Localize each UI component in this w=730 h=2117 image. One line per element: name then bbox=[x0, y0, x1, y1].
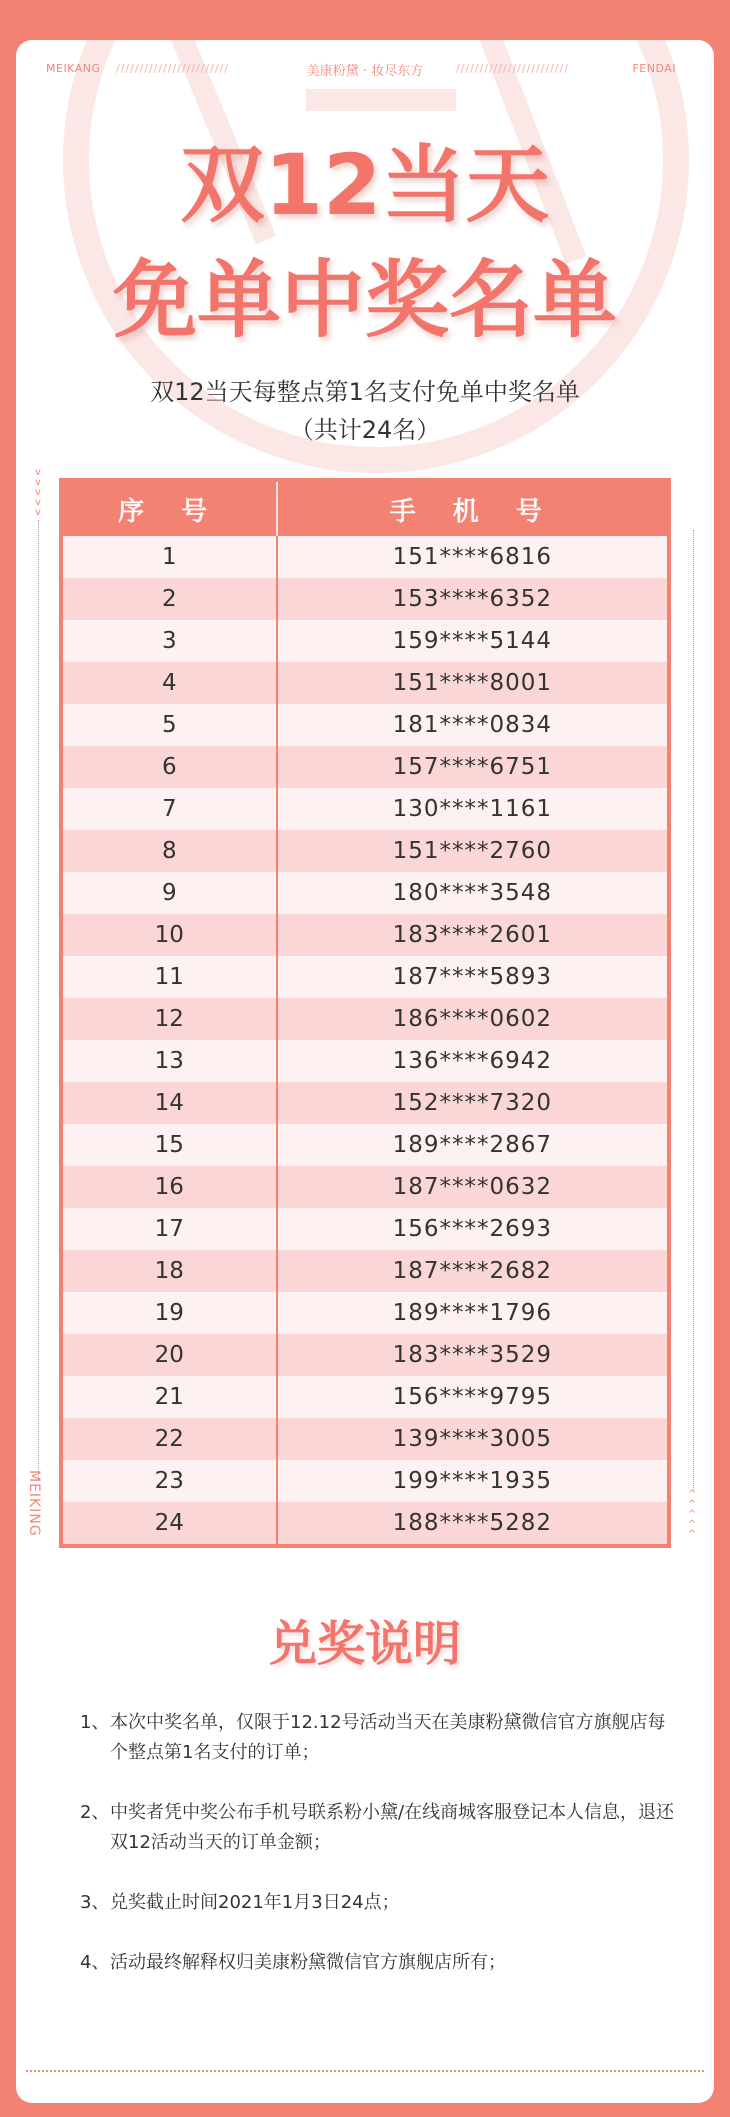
row-phone: 136****6942 bbox=[392, 1048, 552, 1074]
row-phone: 187****5893 bbox=[392, 964, 552, 990]
row-phone: 188****5282 bbox=[392, 1510, 552, 1536]
row-index: 14 bbox=[154, 1090, 184, 1116]
bottom-dotted-divider bbox=[26, 2070, 704, 2072]
row-index: 19 bbox=[154, 1300, 184, 1326]
row-index: 8 bbox=[161, 838, 177, 864]
table-row bbox=[63, 1082, 667, 1124]
row-phone: 187****2682 bbox=[392, 1258, 552, 1284]
chevron-up-icon: ^ ^ ^ ^ ^ bbox=[687, 1489, 697, 1540]
table-row bbox=[63, 1292, 667, 1334]
table-body bbox=[63, 536, 667, 1544]
row-phone: 181****0834 bbox=[392, 712, 552, 738]
row-index: 5 bbox=[161, 712, 177, 738]
row-phone: 151****6816 bbox=[392, 544, 552, 570]
rule-number: 4、 bbox=[80, 1952, 110, 1973]
row-phone: 152****7320 bbox=[392, 1090, 552, 1116]
left-dotted-divider bbox=[38, 520, 39, 1480]
table-row bbox=[63, 746, 667, 788]
row-phone: 189****2867 bbox=[392, 1132, 552, 1158]
row-index: 23 bbox=[154, 1468, 184, 1494]
rule-text: 活动最终解释权归美康粉黛微信官方旗舰店所有； bbox=[110, 1952, 506, 1973]
row-index: 2 bbox=[161, 586, 177, 612]
rule-text: 本次中奖名单，仅限于12.12号活动当天在美康粉黛微信官方旗舰店每个整点第1名支付的订单； bbox=[110, 1712, 666, 1763]
table-row bbox=[63, 788, 667, 830]
row-index: 22 bbox=[154, 1426, 184, 1452]
row-index: 11 bbox=[154, 964, 184, 990]
brand-right-text: FENDAI bbox=[632, 62, 676, 75]
brand-header bbox=[16, 62, 714, 82]
table-row bbox=[63, 704, 667, 746]
header-slashes-left: //////////////////////// bbox=[116, 62, 229, 75]
row-index: 24 bbox=[154, 1510, 184, 1536]
table-row bbox=[63, 620, 667, 662]
table-row bbox=[63, 1124, 667, 1166]
row-phone: 183****2601 bbox=[392, 922, 552, 948]
row-phone: 157****6751 bbox=[392, 754, 552, 780]
table-row bbox=[63, 536, 667, 578]
row-index: 4 bbox=[161, 670, 177, 696]
rule-text: 兑奖截止时间2021年1月3日24点； bbox=[110, 1892, 400, 1913]
poster-card bbox=[16, 40, 714, 2103]
rule-number: 2、 bbox=[80, 1802, 110, 1823]
subtitle-line2: （共计24名） bbox=[289, 416, 441, 444]
subtitle-line1: 双12当天每整点第1名支付免单中奖名单 bbox=[150, 378, 580, 406]
row-index: 3 bbox=[161, 628, 177, 654]
brand-center-text: 美康粉黛 · 妆尽东方 bbox=[306, 64, 424, 79]
table-row bbox=[63, 578, 667, 620]
row-phone: 199****1935 bbox=[392, 1468, 552, 1494]
row-phone: 187****0632 bbox=[392, 1174, 552, 1200]
rule-number: 1、 bbox=[80, 1712, 110, 1733]
redeem-rules-list bbox=[80, 1708, 680, 2008]
redeem-title: 兑奖说明 bbox=[268, 1616, 461, 1672]
page-title-line1: 双12当天 bbox=[180, 136, 550, 234]
brand-left-text: MEIKANG bbox=[46, 62, 101, 75]
winner-table bbox=[59, 478, 671, 1548]
rule-item bbox=[80, 1888, 680, 1918]
row-phone: 151****2760 bbox=[392, 838, 552, 864]
table-row bbox=[63, 1040, 667, 1082]
row-index: 7 bbox=[161, 796, 177, 822]
row-phone: 156****9795 bbox=[392, 1384, 552, 1410]
row-index: 21 bbox=[154, 1384, 184, 1410]
rule-item bbox=[80, 1798, 680, 1858]
vertical-brand-text: MEIKING bbox=[26, 1470, 42, 1537]
rule-item bbox=[80, 1948, 680, 1978]
table-row bbox=[63, 872, 667, 914]
table-row bbox=[63, 956, 667, 998]
table-row bbox=[63, 1334, 667, 1376]
table-row bbox=[63, 830, 667, 872]
row-phone: 183****3529 bbox=[392, 1342, 552, 1368]
row-index: 18 bbox=[154, 1258, 184, 1284]
table-row bbox=[63, 662, 667, 704]
row-phone: 186****0602 bbox=[392, 1006, 552, 1032]
row-index: 6 bbox=[161, 754, 177, 780]
row-index: 16 bbox=[154, 1174, 184, 1200]
table-row bbox=[63, 914, 667, 956]
row-index: 10 bbox=[154, 922, 184, 948]
row-index: 9 bbox=[161, 880, 177, 906]
table-row bbox=[63, 1250, 667, 1292]
page-title-line2: 免单中奖名单 bbox=[112, 251, 617, 349]
row-index: 12 bbox=[154, 1006, 184, 1032]
table-row bbox=[63, 1376, 667, 1418]
row-index: 1 bbox=[161, 544, 177, 570]
rule-item bbox=[80, 1708, 680, 1768]
rule-number: 3、 bbox=[80, 1892, 110, 1913]
table-row bbox=[63, 1166, 667, 1208]
row-index: 15 bbox=[154, 1132, 184, 1158]
table-row bbox=[63, 1208, 667, 1250]
table-row bbox=[63, 998, 667, 1040]
row-phone: 151****8001 bbox=[392, 670, 552, 696]
row-phone: 153****6352 bbox=[392, 586, 552, 612]
right-dotted-divider bbox=[693, 530, 694, 1490]
row-index: 20 bbox=[154, 1342, 184, 1368]
table-row bbox=[63, 1418, 667, 1460]
row-index: 17 bbox=[154, 1216, 184, 1242]
table-row bbox=[63, 1460, 667, 1502]
column-header-phone: 手 机 号 bbox=[389, 496, 556, 527]
column-header-index: 序 号 bbox=[118, 496, 222, 527]
row-phone: 159****5144 bbox=[392, 628, 552, 654]
row-phone: 130****1161 bbox=[392, 796, 552, 822]
row-phone: 180****3548 bbox=[392, 880, 552, 906]
chevron-down-icon: v v v v v bbox=[35, 467, 41, 518]
row-phone: 189****1796 bbox=[392, 1300, 552, 1326]
row-index: 13 bbox=[154, 1048, 184, 1074]
rule-text: 中奖者凭中奖公布手机号联系粉小黛/在线商城客服登记本人信息，退还双12活动当天的订单金额； bbox=[110, 1802, 675, 1853]
table-header bbox=[63, 482, 667, 536]
row-phone: 156****2693 bbox=[392, 1216, 552, 1242]
row-phone: 139****3005 bbox=[392, 1426, 552, 1452]
header-slashes-right: //////////////////////// bbox=[456, 62, 569, 75]
table-row bbox=[63, 1502, 667, 1544]
